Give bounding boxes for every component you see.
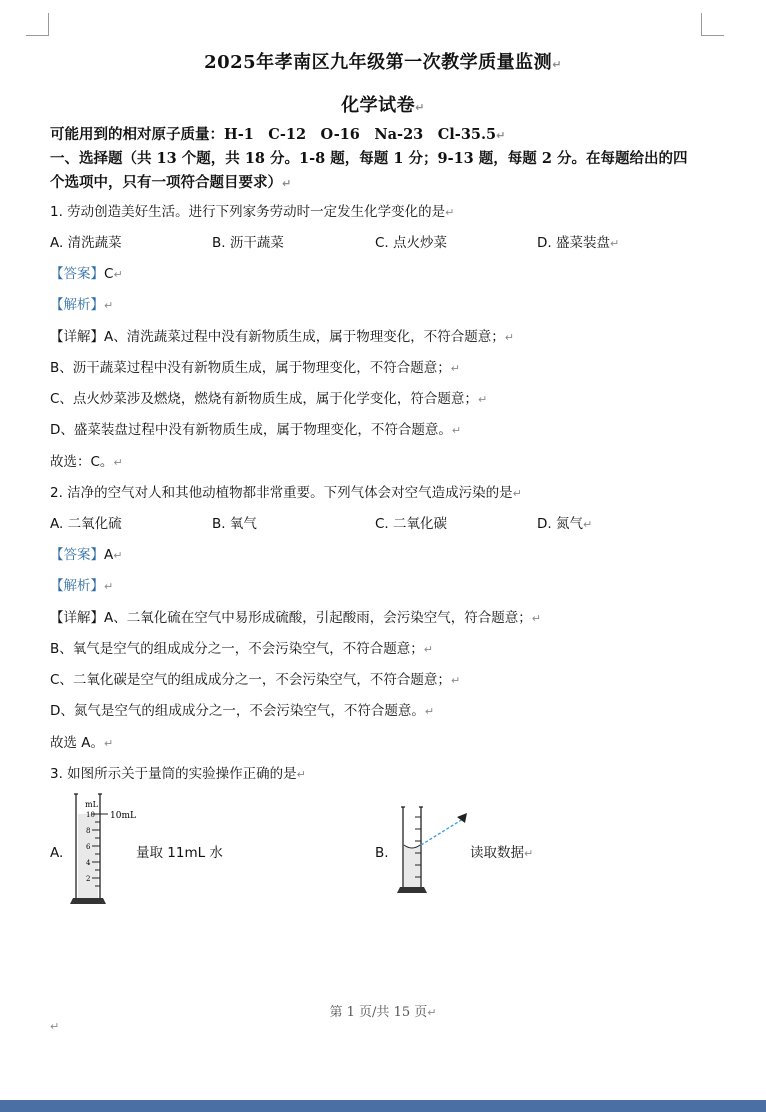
q3-stem: 3. 如图所示关于量筒的实验操作正确的是↵: [50, 766, 306, 782]
q2-detail-a: 【详解】A、二氧化硫在空气中易形成硫酸，引起酸雨，会污染空气，符合题意；↵: [50, 610, 541, 626]
q3-option-b-letter: B.: [375, 845, 389, 861]
q3-option-b-text: 读取数据↵: [470, 845, 534, 861]
q1-answer: 【答案】C↵: [50, 266, 123, 282]
q2-answer: 【答案】A↵: [50, 547, 123, 563]
q2-option-d: D. 氮气↵: [537, 516, 593, 532]
cylinder-tick-4: 4: [86, 859, 91, 867]
cylinder-tick-6: 6: [86, 843, 91, 851]
q2-option-a: A. 二氧化硫: [50, 516, 122, 532]
cylinder-unit-label: mL: [85, 800, 98, 809]
q2-option-c: C. 二氧化碳: [375, 516, 448, 532]
q1-detail-a: 【详解】A、清洗蔬菜过程中没有新物质生成，属于物理变化，不符合题意；↵: [50, 329, 514, 345]
cylinder-tick-2: 2: [86, 875, 91, 883]
q2-stem: 2. 洁净的空气对人和其他动植物都非常重要。下列气体会对空气造成污染的是↵: [50, 485, 522, 501]
q1-detail-c: C、点火炒菜涉及燃烧，燃烧有新物质生成，属于化学变化，符合题意；↵: [50, 391, 488, 407]
q1-detail-d: D、盛菜装盘过程中没有新物质生成，属于物理变化，不符合题意。↵: [50, 422, 462, 438]
q2-detail-b: B、氧气是空气的组成成分之一，不会污染空气，不符合题意；↵: [50, 641, 433, 657]
cylinder-10ml-label: 10mL: [110, 811, 136, 821]
q1-option-b: B. 沥干蔬菜: [212, 235, 284, 251]
q2-detail-c: C、二氧化碳是空气的组成成分之一，不会污染空气，不符合题意；↵: [50, 672, 461, 688]
graduated-cylinder-b-figure: [395, 805, 475, 901]
q1-analysis: 【解析】↵: [50, 297, 114, 313]
q1-option-a: A. 清洗蔬菜: [50, 235, 122, 251]
trailing-paragraph-mark: ↵: [50, 1020, 60, 1033]
atomic-mass-line: 可能用到的相对原子质量：H-1 C-12 O-16 Na-23 Cl-35.5↵: [50, 126, 506, 143]
page-corner-top-right: [701, 13, 724, 36]
exam-title: 2025年孝南区九年级第一次教学质量监测↵: [204, 52, 562, 73]
q2-detail-d: D、氮气是空气的组成成分之一，不会污染空气，不符合题意。↵: [50, 703, 435, 719]
cylinder-tick-10: 10: [86, 811, 95, 819]
q1-stem: 1. 劳动创造美好生活。进行下列家务劳动时一定发生化学变化的是↵: [50, 204, 455, 220]
q2-option-b: B. 氧气: [212, 516, 257, 532]
q1-conclusion: 故选：C。↵: [50, 454, 123, 470]
q1-option-d: D. 盛菜装盘↵: [537, 235, 620, 251]
q2-analysis: 【解析】↵: [50, 578, 114, 594]
cylinder-tick-8: 8: [86, 827, 91, 835]
page-footer: 第 1 页/共 15 页↵: [329, 1005, 437, 1020]
eye-icon: [457, 813, 467, 823]
section-heading-line2: 个选项中，只有一项符合题目要求）↵: [50, 174, 292, 191]
page-corner-top-left: [26, 13, 49, 36]
q2-conclusion: 故选 A。↵: [50, 735, 114, 751]
graduated-cylinder-a-figure: [70, 792, 145, 914]
q1-option-c: C. 点火炒菜: [375, 235, 448, 251]
q3-option-a-text: 量取 11mL 水: [136, 845, 223, 861]
exam-subtitle: 化学试卷↵: [341, 95, 425, 116]
q3-option-a-letter: A.: [50, 845, 64, 861]
window-bottom-bar: [0, 1100, 766, 1112]
q1-detail-b: B、沥干蔬菜过程中没有新物质生成，属于物理变化，不符合题意；↵: [50, 360, 460, 376]
section-heading-line1: 一、选择题（共 13 个题，共 18 分。1-8 题，每题 1 分；9-13 题，每题 2 分。在每题给出的四: [50, 150, 688, 167]
